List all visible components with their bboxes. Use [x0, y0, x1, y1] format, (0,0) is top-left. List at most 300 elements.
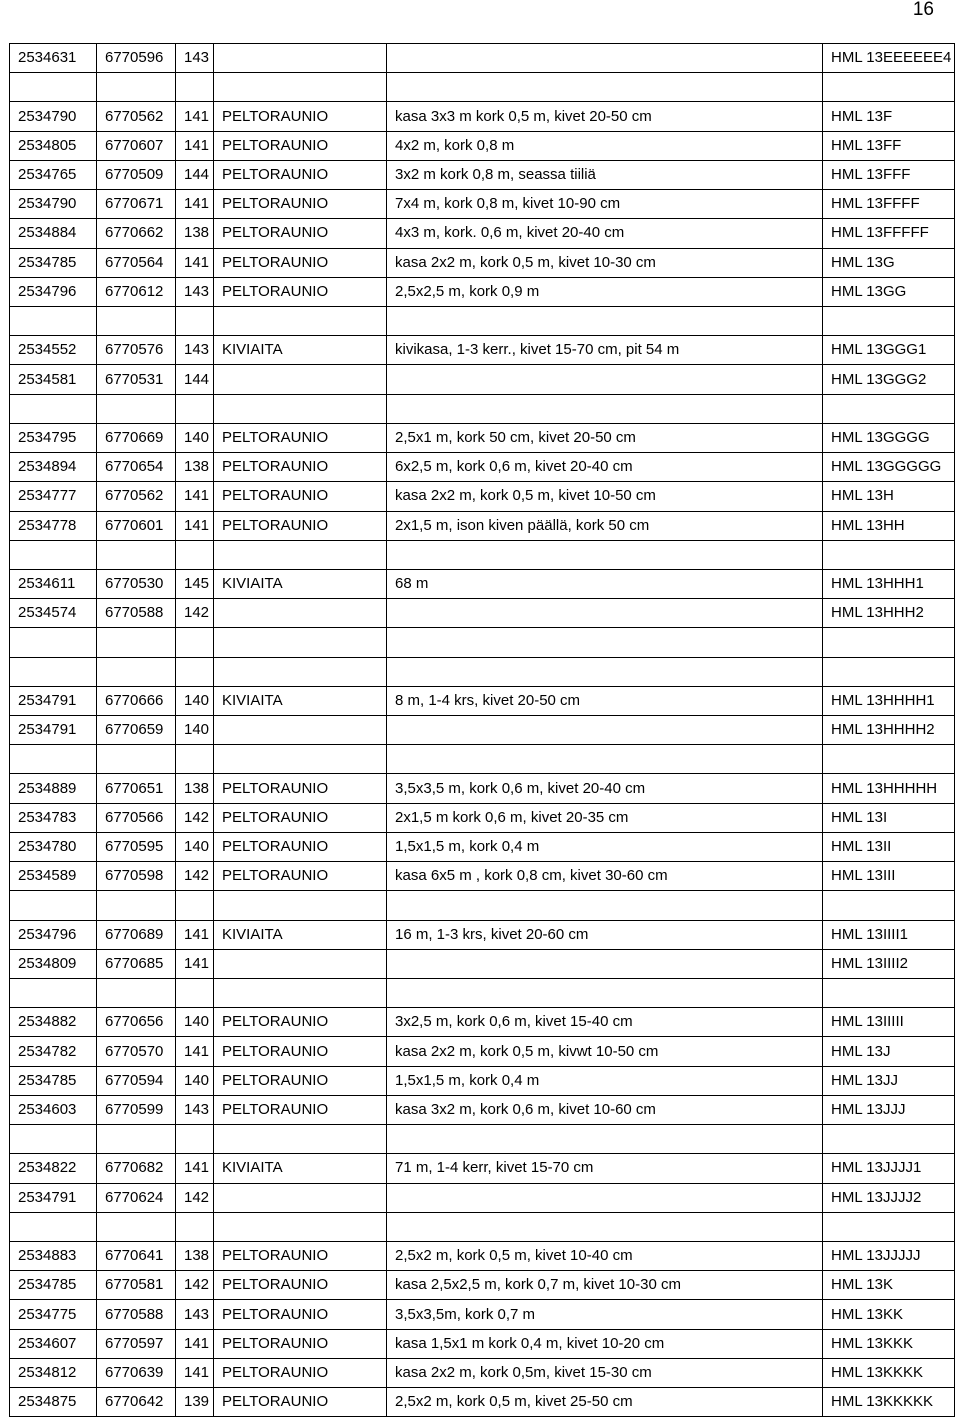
x-coordinate-cell: 2534790 [10, 102, 97, 131]
elevation-cell: 141 [176, 482, 214, 511]
description-cell [387, 306, 823, 335]
elevation-cell: 141 [176, 511, 214, 540]
x-coordinate-cell: 2534778 [10, 511, 97, 540]
y-coordinate-cell: 6770596 [97, 44, 176, 73]
feature-type-cell: PELTORAUNIO [214, 1008, 387, 1037]
code-cell: HML 13II [823, 832, 955, 861]
table-row [10, 1358, 955, 1387]
feature-type-cell [214, 44, 387, 73]
x-coordinate-cell: 2534883 [10, 1241, 97, 1270]
feature-type-cell: PELTORAUNIO [214, 423, 387, 452]
elevation-cell [176, 628, 214, 657]
code-cell [823, 745, 955, 774]
blank-row [10, 1212, 955, 1241]
blank-row [10, 540, 955, 569]
code-cell: HML 13FFF [823, 160, 955, 189]
elevation-cell: 143 [176, 1300, 214, 1329]
elevation-cell: 141 [176, 1358, 214, 1387]
feature-type-cell [214, 979, 387, 1008]
y-coordinate-cell: 6770564 [97, 248, 176, 277]
elevation-cell: 141 [176, 1329, 214, 1358]
y-coordinate-cell: 6770566 [97, 803, 176, 832]
description-cell [387, 1183, 823, 1212]
elevation-cell [176, 1212, 214, 1241]
code-cell [823, 628, 955, 657]
x-coordinate-cell [10, 745, 97, 774]
code-cell: HML 13III [823, 862, 955, 891]
blank-row [10, 1125, 955, 1154]
elevation-cell: 141 [176, 1037, 214, 1066]
y-coordinate-cell [97, 306, 176, 335]
code-cell [823, 1212, 955, 1241]
feature-type-cell: KIVIAITA [214, 920, 387, 949]
table-row [10, 511, 955, 540]
x-coordinate-cell: 2534796 [10, 920, 97, 949]
description-cell: kasa 3x3 m kork 0,5 m, kivet 20-50 cm [387, 102, 823, 131]
table-row [10, 949, 955, 978]
y-coordinate-cell: 6770594 [97, 1066, 176, 1095]
x-coordinate-cell: 2534765 [10, 160, 97, 189]
feature-type-cell [214, 1212, 387, 1241]
feature-type-cell: PELTORAUNIO [214, 803, 387, 832]
table-row [10, 862, 955, 891]
description-cell [387, 73, 823, 102]
y-coordinate-cell: 6770570 [97, 1037, 176, 1066]
x-coordinate-cell: 2534607 [10, 1329, 97, 1358]
description-cell: 7x4 m, kork 0,8 m, kivet 10-90 cm [387, 190, 823, 219]
feature-type-cell: KIVIAITA [214, 336, 387, 365]
code-cell: HML 13JJ [823, 1066, 955, 1095]
code-cell: HML 13JJJJ1 [823, 1154, 955, 1183]
x-coordinate-cell: 2534782 [10, 1037, 97, 1066]
description-cell [387, 1212, 823, 1241]
y-coordinate-cell: 6770654 [97, 453, 176, 482]
x-coordinate-cell: 2534589 [10, 862, 97, 891]
blank-row [10, 628, 955, 657]
code-cell: HML 13HHHH2 [823, 716, 955, 745]
description-cell: 4x2 m, kork 0,8 m [387, 131, 823, 160]
table-row [10, 190, 955, 219]
blank-row [10, 979, 955, 1008]
feature-type-cell [214, 306, 387, 335]
elevation-cell: 138 [176, 1241, 214, 1270]
blank-row [10, 394, 955, 423]
feature-type-cell: PELTORAUNIO [214, 1241, 387, 1270]
y-coordinate-cell [97, 1125, 176, 1154]
table-row [10, 569, 955, 598]
x-coordinate-cell: 2534603 [10, 1095, 97, 1124]
feature-type-cell: PELTORAUNIO [214, 482, 387, 511]
feature-type-cell: KIVIAITA [214, 1154, 387, 1183]
description-cell: 2,5x1 m, kork 50 cm, kivet 20-50 cm [387, 423, 823, 452]
feature-type-cell: PELTORAUNIO [214, 1388, 387, 1417]
table-row [10, 1300, 955, 1329]
y-coordinate-cell: 6770576 [97, 336, 176, 365]
elevation-cell: 141 [176, 920, 214, 949]
table-row [10, 131, 955, 160]
x-coordinate-cell: 2534812 [10, 1358, 97, 1387]
elevation-cell: 142 [176, 1183, 214, 1212]
y-coordinate-cell: 6770656 [97, 1008, 176, 1037]
y-coordinate-cell [97, 73, 176, 102]
y-coordinate-cell: 6770641 [97, 1241, 176, 1270]
x-coordinate-cell [10, 394, 97, 423]
table-row [10, 716, 955, 745]
y-coordinate-cell: 6770595 [97, 832, 176, 861]
code-cell: HML 13F [823, 102, 955, 131]
elevation-cell: 142 [176, 599, 214, 628]
table-row [10, 1183, 955, 1212]
feature-type-cell [214, 716, 387, 745]
table-row [10, 336, 955, 365]
description-cell: 2x1,5 m kork 0,6 m, kivet 20-35 cm [387, 803, 823, 832]
table-row [10, 160, 955, 189]
feature-type-cell [214, 1183, 387, 1212]
x-coordinate-cell: 2534882 [10, 1008, 97, 1037]
feature-type-cell: PELTORAUNIO [214, 1095, 387, 1124]
feature-type-cell [214, 891, 387, 920]
feature-type-cell: PELTORAUNIO [214, 219, 387, 248]
feature-type-cell [214, 73, 387, 102]
code-cell: HML 13JJJ [823, 1095, 955, 1124]
code-cell: HML 13G [823, 248, 955, 277]
code-cell [823, 306, 955, 335]
description-cell: 8 m, 1-4 krs, kivet 20-50 cm [387, 686, 823, 715]
y-coordinate-cell: 6770599 [97, 1095, 176, 1124]
feature-type-cell: PELTORAUNIO [214, 862, 387, 891]
x-coordinate-cell: 2534574 [10, 599, 97, 628]
feature-type-cell [214, 540, 387, 569]
description-cell: 3,5x3,5 m, kork 0,6 m, kivet 20-40 cm [387, 774, 823, 803]
elevation-cell: 144 [176, 365, 214, 394]
x-coordinate-cell: 2534822 [10, 1154, 97, 1183]
code-cell: HML 13KKK [823, 1329, 955, 1358]
elevation-cell [176, 306, 214, 335]
elevation-cell: 143 [176, 277, 214, 306]
y-coordinate-cell: 6770671 [97, 190, 176, 219]
elevation-cell: 142 [176, 862, 214, 891]
y-coordinate-cell [97, 745, 176, 774]
y-coordinate-cell: 6770669 [97, 423, 176, 452]
code-cell: HML 13I [823, 803, 955, 832]
code-cell: HML 13EEEEEE4 [823, 44, 955, 73]
x-coordinate-cell: 2534552 [10, 336, 97, 365]
code-cell: HML 13HHHHH [823, 774, 955, 803]
y-coordinate-cell: 6770689 [97, 920, 176, 949]
table-row [10, 832, 955, 861]
y-coordinate-cell: 6770685 [97, 949, 176, 978]
description-cell: 6x2,5 m, kork 0,6 m, kivet 20-40 cm [387, 453, 823, 482]
table-row [10, 1037, 955, 1066]
elevation-cell: 138 [176, 774, 214, 803]
feature-type-cell: PELTORAUNIO [214, 832, 387, 861]
y-coordinate-cell [97, 657, 176, 686]
x-coordinate-cell: 2534631 [10, 44, 97, 73]
x-coordinate-cell: 2534790 [10, 190, 97, 219]
code-cell [823, 979, 955, 1008]
code-cell [823, 540, 955, 569]
description-cell: kivikasa, 1-3 kerr., kivet 15-70 cm, pit 54 m [387, 336, 823, 365]
table-row [10, 774, 955, 803]
feature-type-cell [214, 657, 387, 686]
x-coordinate-cell: 2534875 [10, 1388, 97, 1417]
y-coordinate-cell: 6770581 [97, 1271, 176, 1300]
feature-type-cell: PELTORAUNIO [214, 1329, 387, 1358]
description-cell [387, 365, 823, 394]
table-row [10, 44, 955, 73]
description-cell: kasa 2x2 m, kork 0,5 m, kivet 10-30 cm [387, 248, 823, 277]
y-coordinate-cell: 6770659 [97, 716, 176, 745]
y-coordinate-cell: 6770588 [97, 599, 176, 628]
table-row [10, 1241, 955, 1270]
code-cell [823, 891, 955, 920]
x-coordinate-cell: 2534780 [10, 832, 97, 861]
description-cell [387, 1125, 823, 1154]
y-coordinate-cell [97, 540, 176, 569]
y-coordinate-cell [97, 628, 176, 657]
code-cell: HML 13HHH2 [823, 599, 955, 628]
elevation-cell [176, 745, 214, 774]
description-cell: kasa 2x2 m, kork 0,5 m, kivet 10-50 cm [387, 482, 823, 511]
y-coordinate-cell: 6770666 [97, 686, 176, 715]
code-cell: HML 13IIIII [823, 1008, 955, 1037]
feature-type-cell: PELTORAUNIO [214, 511, 387, 540]
elevation-cell: 140 [176, 686, 214, 715]
table-row [10, 599, 955, 628]
code-cell [823, 394, 955, 423]
x-coordinate-cell: 2534809 [10, 949, 97, 978]
y-coordinate-cell: 6770639 [97, 1358, 176, 1387]
feature-type-cell: PELTORAUNIO [214, 190, 387, 219]
x-coordinate-cell [10, 540, 97, 569]
code-cell: HML 13K [823, 1271, 955, 1300]
x-coordinate-cell: 2534785 [10, 1271, 97, 1300]
code-cell [823, 73, 955, 102]
description-cell [387, 599, 823, 628]
code-cell: HML 13JJJJ2 [823, 1183, 955, 1212]
elevation-cell [176, 394, 214, 423]
elevation-cell: 141 [176, 102, 214, 131]
feature-type-cell: PELTORAUNIO [214, 277, 387, 306]
elevation-cell: 143 [176, 44, 214, 73]
code-cell: HML 13IIII1 [823, 920, 955, 949]
x-coordinate-cell [10, 1212, 97, 1241]
table-row [10, 453, 955, 482]
y-coordinate-cell: 6770601 [97, 511, 176, 540]
description-cell: kasa 2x2 m, kork 0,5m, kivet 15-30 cm [387, 1358, 823, 1387]
feature-type-cell: PELTORAUNIO [214, 248, 387, 277]
code-cell: HML 13GGGG [823, 423, 955, 452]
description-cell: 2,5x2,5 m, kork 0,9 m [387, 277, 823, 306]
blank-row [10, 745, 955, 774]
elevation-cell: 142 [176, 1271, 214, 1300]
description-cell [387, 745, 823, 774]
x-coordinate-cell: 2534785 [10, 248, 97, 277]
y-coordinate-cell: 6770651 [97, 774, 176, 803]
code-cell: HML 13KK [823, 1300, 955, 1329]
x-coordinate-cell: 2534791 [10, 686, 97, 715]
code-cell: HML 13J [823, 1037, 955, 1066]
feature-type-cell: KIVIAITA [214, 686, 387, 715]
y-coordinate-cell [97, 394, 176, 423]
description-cell: 3x2,5 m, kork 0,6 m, kivet 15-40 cm [387, 1008, 823, 1037]
description-cell [387, 628, 823, 657]
elevation-cell: 141 [176, 1154, 214, 1183]
description-cell: 4x3 m, kork. 0,6 m, kivet 20-40 cm [387, 219, 823, 248]
description-cell [387, 891, 823, 920]
elevation-cell: 144 [176, 160, 214, 189]
y-coordinate-cell: 6770530 [97, 569, 176, 598]
feature-type-cell [214, 949, 387, 978]
y-coordinate-cell: 6770612 [97, 277, 176, 306]
x-coordinate-cell: 2534796 [10, 277, 97, 306]
blank-row [10, 657, 955, 686]
records-table [9, 43, 955, 1417]
code-cell: HML 13GGGGG [823, 453, 955, 482]
elevation-cell: 143 [176, 336, 214, 365]
x-coordinate-cell: 2534775 [10, 1300, 97, 1329]
y-coordinate-cell [97, 891, 176, 920]
code-cell: HML 13H [823, 482, 955, 511]
table-row [10, 1154, 955, 1183]
elevation-cell: 138 [176, 219, 214, 248]
elevation-cell: 142 [176, 803, 214, 832]
code-cell: HML 13HHHH1 [823, 686, 955, 715]
feature-type-cell [214, 1125, 387, 1154]
table-row [10, 102, 955, 131]
description-cell: kasa 2,5x2,5 m, kork 0,7 m, kivet 10-30 cm [387, 1271, 823, 1300]
elevation-cell: 140 [176, 1008, 214, 1037]
feature-type-cell [214, 394, 387, 423]
feature-type-cell [214, 745, 387, 774]
table-row [10, 1095, 955, 1124]
x-coordinate-cell: 2534777 [10, 482, 97, 511]
code-cell: HML 13KKKKK [823, 1388, 955, 1417]
blank-row [10, 73, 955, 102]
feature-type-cell: PELTORAUNIO [214, 1037, 387, 1066]
elevation-cell: 141 [176, 949, 214, 978]
elevation-cell: 140 [176, 423, 214, 452]
description-cell: kasa 6x5 m , kork 0,8 cm, kivet 30-60 cm [387, 862, 823, 891]
y-coordinate-cell: 6770624 [97, 1183, 176, 1212]
x-coordinate-cell: 2534884 [10, 219, 97, 248]
elevation-cell [176, 73, 214, 102]
table-row [10, 277, 955, 306]
table-row [10, 1329, 955, 1358]
code-cell [823, 657, 955, 686]
elevation-cell: 140 [176, 716, 214, 745]
x-coordinate-cell [10, 628, 97, 657]
x-coordinate-cell: 2534783 [10, 803, 97, 832]
table-row [10, 248, 955, 277]
x-coordinate-cell: 2534791 [10, 1183, 97, 1212]
description-cell: 2,5x2 m, kork 0,5 m, kivet 25-50 cm [387, 1388, 823, 1417]
table-row [10, 482, 955, 511]
x-coordinate-cell: 2534581 [10, 365, 97, 394]
description-cell: 68 m [387, 569, 823, 598]
y-coordinate-cell: 6770509 [97, 160, 176, 189]
description-cell [387, 949, 823, 978]
blank-row [10, 306, 955, 335]
x-coordinate-cell [10, 657, 97, 686]
y-coordinate-cell: 6770598 [97, 862, 176, 891]
code-cell: HML 13KKKK [823, 1358, 955, 1387]
elevation-cell: 138 [176, 453, 214, 482]
feature-type-cell: PELTORAUNIO [214, 1066, 387, 1095]
code-cell: HML 13FFFFF [823, 219, 955, 248]
code-cell: HML 13FFFF [823, 190, 955, 219]
y-coordinate-cell: 6770562 [97, 482, 176, 511]
code-cell: HML 13GGG1 [823, 336, 955, 365]
description-cell [387, 979, 823, 1008]
x-coordinate-cell: 2534791 [10, 716, 97, 745]
elevation-cell [176, 540, 214, 569]
description-cell: kasa 2x2 m, kork 0,5 m, kivwt 10-50 cm [387, 1037, 823, 1066]
feature-type-cell: PELTORAUNIO [214, 1358, 387, 1387]
x-coordinate-cell: 2534795 [10, 423, 97, 452]
elevation-cell [176, 657, 214, 686]
y-coordinate-cell [97, 1212, 176, 1241]
description-cell: 2,5x2 m, kork 0,5 m, kivet 10-40 cm [387, 1241, 823, 1270]
feature-type-cell [214, 628, 387, 657]
feature-type-cell: PELTORAUNIO [214, 102, 387, 131]
feature-type-cell: PELTORAUNIO [214, 1271, 387, 1300]
x-coordinate-cell [10, 73, 97, 102]
description-cell: 3x2 m kork 0,8 m, seassa tiiliä [387, 160, 823, 189]
table-row [10, 1271, 955, 1300]
table-row [10, 686, 955, 715]
records-body [10, 44, 955, 1417]
description-cell: kasa 3x2 m, kork 0,6 m, kivet 10-60 cm [387, 1095, 823, 1124]
code-cell [823, 1125, 955, 1154]
x-coordinate-cell: 2534611 [10, 569, 97, 598]
description-cell: 71 m, 1-4 kerr, kivet 15-70 cm [387, 1154, 823, 1183]
description-cell: 2x1,5 m, ison kiven päällä, kork 50 cm [387, 511, 823, 540]
table-row [10, 423, 955, 452]
elevation-cell: 141 [176, 131, 214, 160]
elevation-cell: 140 [176, 832, 214, 861]
feature-type-cell: PELTORAUNIO [214, 1300, 387, 1329]
table-row [10, 1008, 955, 1037]
elevation-cell: 141 [176, 190, 214, 219]
description-cell [387, 44, 823, 73]
elevation-cell: 141 [176, 248, 214, 277]
table-row [10, 920, 955, 949]
feature-type-cell: PELTORAUNIO [214, 774, 387, 803]
description-cell [387, 657, 823, 686]
elevation-cell [176, 891, 214, 920]
code-cell: HML 13HHH1 [823, 569, 955, 598]
x-coordinate-cell [10, 891, 97, 920]
code-cell: HML 13GG [823, 277, 955, 306]
code-cell: HML 13GGG2 [823, 365, 955, 394]
code-cell: HML 13FF [823, 131, 955, 160]
x-coordinate-cell [10, 306, 97, 335]
x-coordinate-cell [10, 1125, 97, 1154]
description-cell: 3,5x3,5m, kork 0,7 m [387, 1300, 823, 1329]
elevation-cell [176, 1125, 214, 1154]
code-cell: HML 13HH [823, 511, 955, 540]
elevation-cell: 139 [176, 1388, 214, 1417]
code-cell: HML 13IIII2 [823, 949, 955, 978]
elevation-cell: 143 [176, 1095, 214, 1124]
y-coordinate-cell: 6770588 [97, 1300, 176, 1329]
description-cell: 1,5x1,5 m, kork 0,4 m [387, 1066, 823, 1095]
blank-row [10, 891, 955, 920]
table-row [10, 1066, 955, 1095]
y-coordinate-cell: 6770642 [97, 1388, 176, 1417]
x-coordinate-cell [10, 979, 97, 1008]
